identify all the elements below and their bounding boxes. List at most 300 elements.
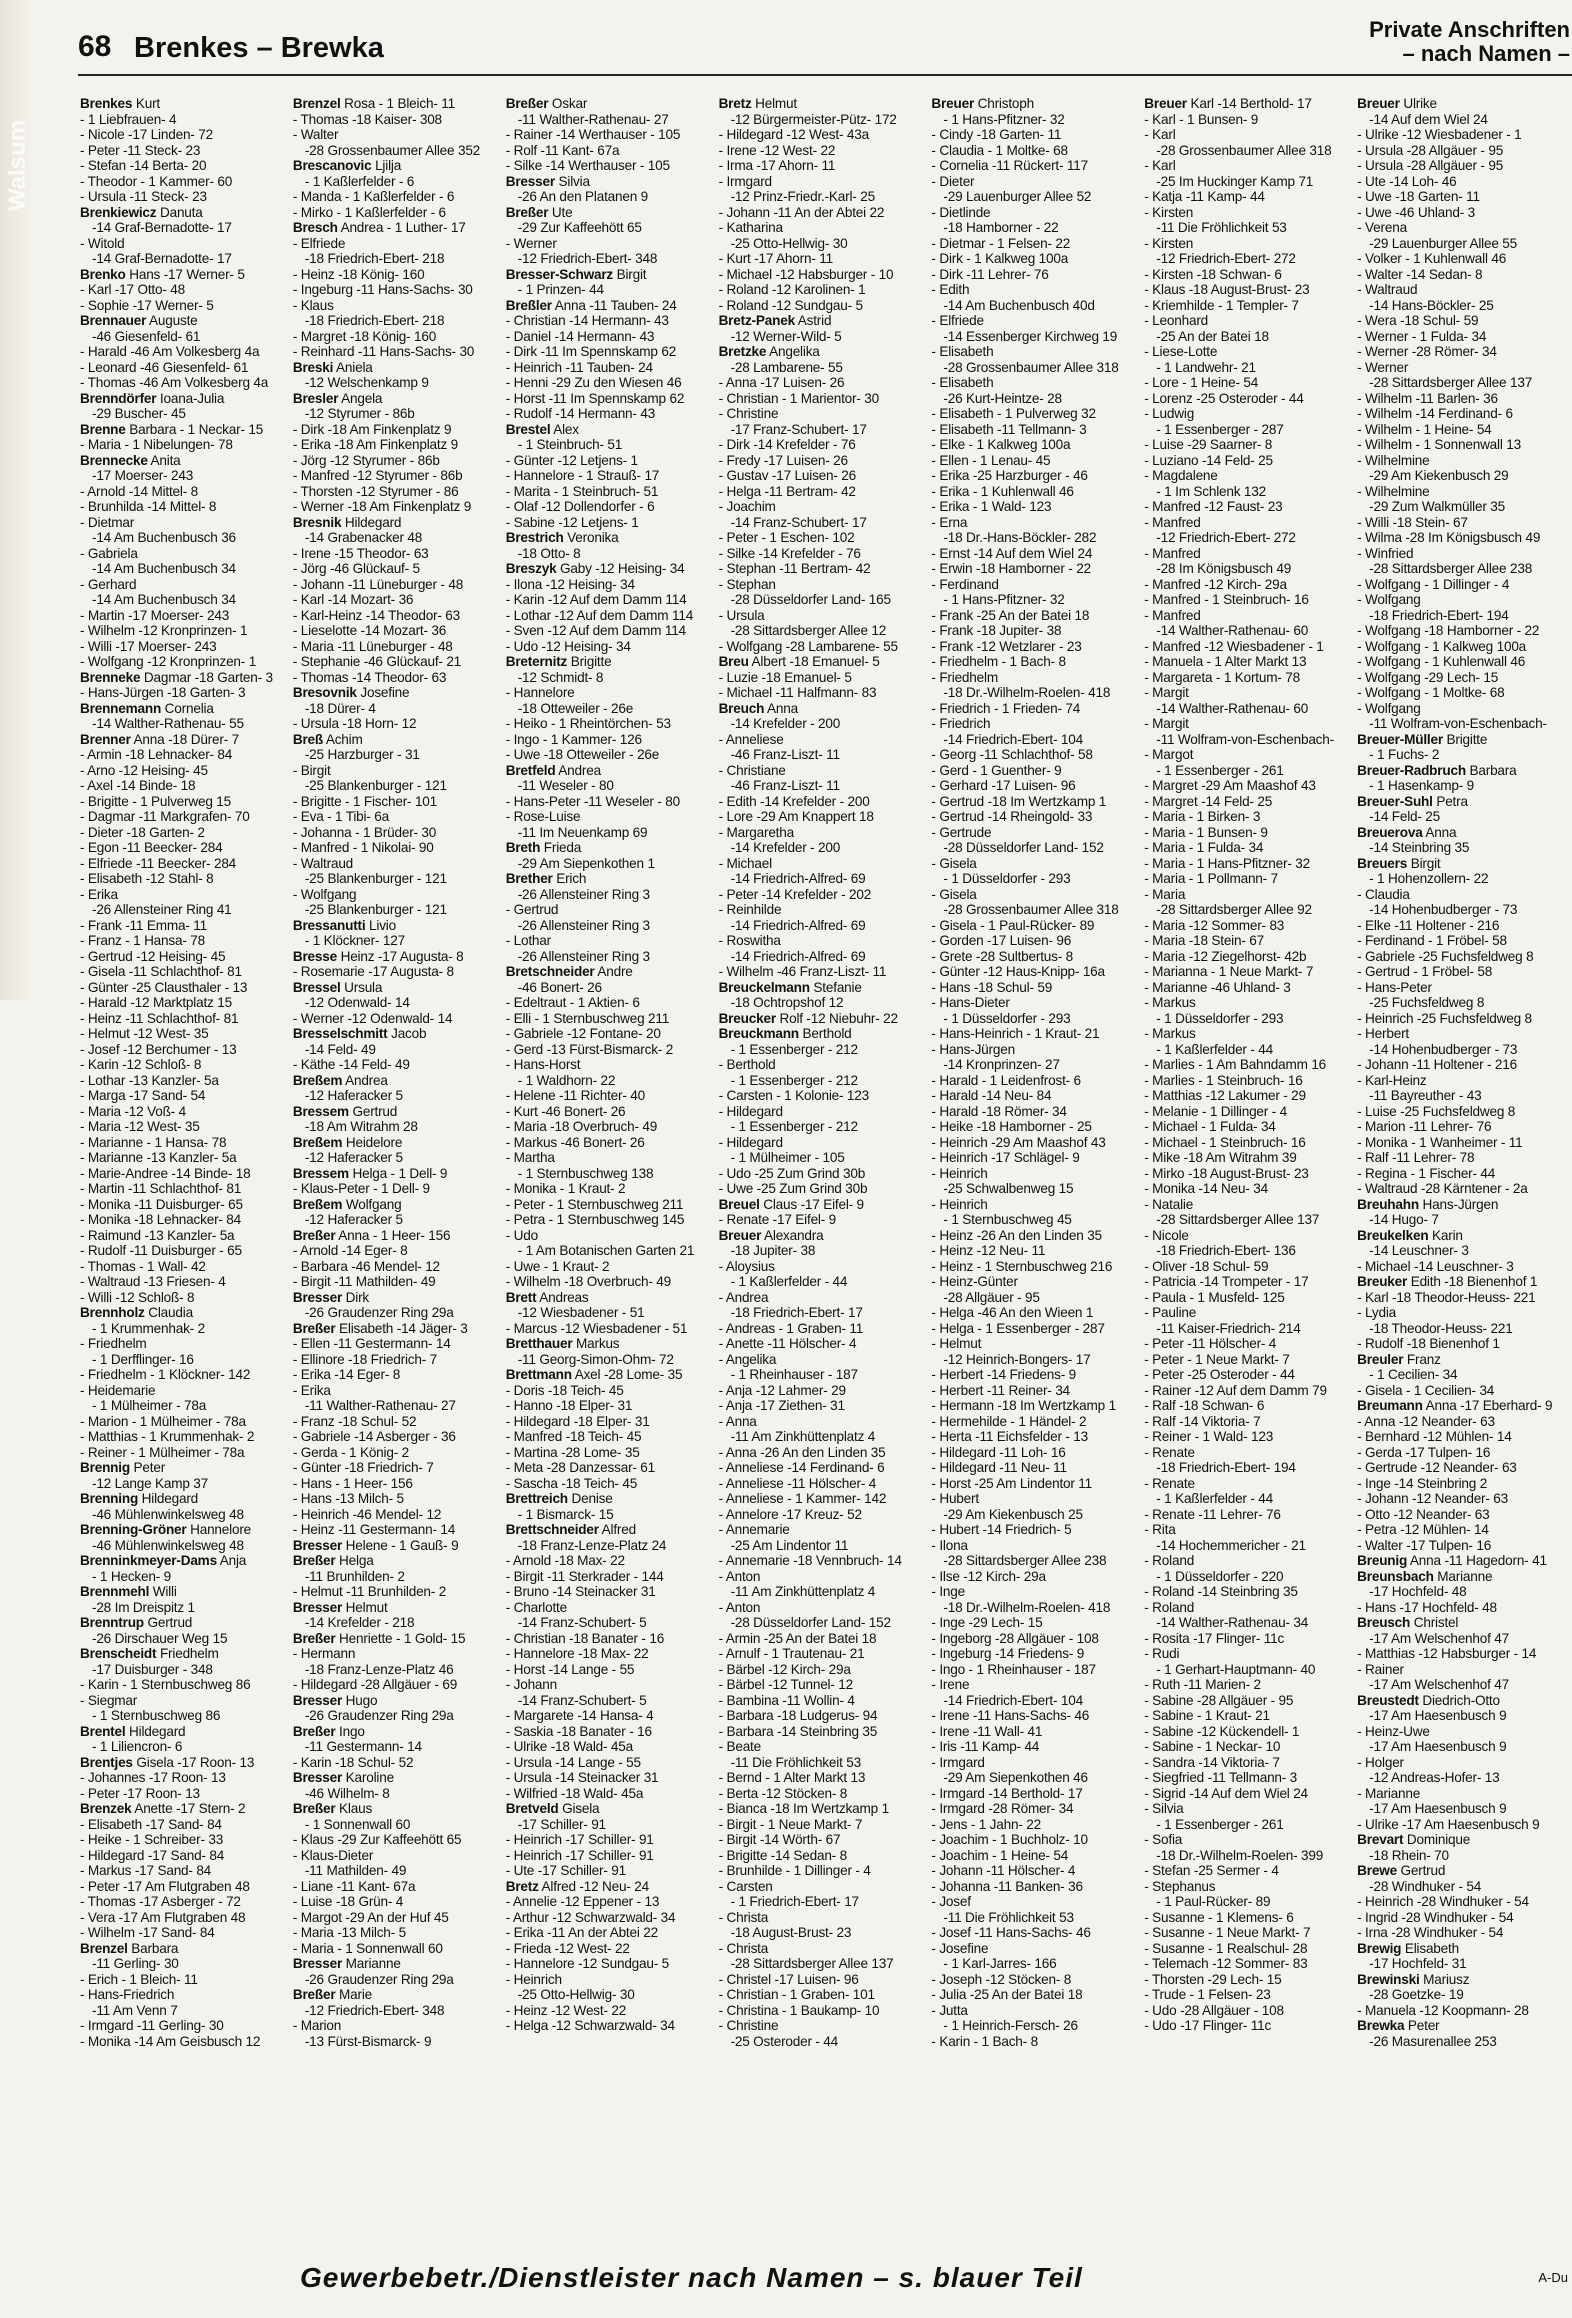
entry-text: - Udo -25 Zum Grind 30b bbox=[718, 1165, 866, 1181]
entry-text: - Elli - 1 Sternbuschweg 211 bbox=[505, 1010, 670, 1026]
entry-text: - Christian - 1 Marientor- 30 bbox=[718, 390, 879, 406]
directory-entry bbox=[931, 499, 1134, 515]
directory-entry bbox=[1357, 1631, 1560, 1647]
entry-text: -18 Dr.-Wilhelm-Roelen- 399 bbox=[1156, 1847, 1324, 1863]
directory-entry bbox=[80, 840, 283, 856]
entry-text: - Horst -14 Lange - 55 bbox=[505, 1661, 635, 1677]
entry-text: -18 Am Witrahm 28 bbox=[304, 1119, 418, 1134]
entry-text: - Käthe -14 Feld- 49 bbox=[292, 1057, 410, 1072]
directory-entry bbox=[1144, 112, 1347, 128]
family-name: Breßem bbox=[292, 1134, 343, 1150]
entry-text: - Rudolf -14 Hermann- 43 bbox=[505, 406, 656, 421]
entry-text: -28 Grossenbaumer Allee 318 bbox=[943, 902, 1119, 917]
entry-text: - Silvia bbox=[1144, 1801, 1184, 1816]
directory-entry bbox=[80, 1538, 283, 1554]
entry-text: -11 Die Fröhlichkeit 53 bbox=[943, 1909, 1074, 1925]
given-name-address: Elisabeth bbox=[1401, 1940, 1459, 1956]
directory-entry bbox=[293, 1925, 496, 1941]
entry-text: - 1 Am Botanischen Garten 21 bbox=[517, 1243, 695, 1258]
entry-text: - Erna bbox=[931, 514, 968, 530]
directory-entry bbox=[80, 1414, 283, 1430]
directory-entry bbox=[506, 1708, 709, 1724]
directory-entry bbox=[931, 1863, 1134, 1879]
entry-text: - Hannelore -18 Max- 22 bbox=[505, 1646, 649, 1661]
entry-text: - Christian -14 Hermann- 43 bbox=[505, 313, 669, 328]
entry-text: - Gertrud -12 Heising- 45 bbox=[80, 948, 226, 964]
entry-text: - Christa bbox=[718, 1940, 769, 1956]
entry-text: - Udo -12 Heising- 34 bbox=[505, 638, 631, 654]
entry-text: - Irene -11 Hans-Sachs- 46 bbox=[931, 1708, 1090, 1723]
directory-entry bbox=[719, 1228, 922, 1244]
entry-text: - Ingeburg -11 Hans-Sachs- 30 bbox=[292, 282, 473, 297]
entry-text: - Paula - 1 Musfeld- 125 bbox=[1144, 1289, 1285, 1305]
entry-text: - Luziano -14 Feld- 25 bbox=[1144, 452, 1273, 468]
entry-text: - Otto -12 Neander- 63 bbox=[1357, 1506, 1490, 1522]
directory-entry bbox=[80, 949, 283, 965]
directory-entry bbox=[719, 1166, 922, 1182]
directory-entry bbox=[931, 236, 1134, 252]
entry-text: - 1 Prinzen- 44 bbox=[517, 282, 604, 297]
directory-entry bbox=[719, 1460, 922, 1476]
entry-text: - Rosemarie -17 Augusta- 8 bbox=[292, 964, 454, 979]
entry-text: -11 Am Venn 7 bbox=[92, 2002, 178, 2018]
entry-text: -26 Graudenzer Ring 29a bbox=[304, 1971, 454, 1987]
entry-text: - Manfred bbox=[1144, 607, 1201, 623]
directory-entry bbox=[719, 344, 922, 360]
directory-entry bbox=[293, 143, 496, 159]
directory-entry bbox=[506, 2003, 709, 2019]
entry-text: - Renate bbox=[1144, 1444, 1195, 1460]
directory-entry bbox=[1144, 1026, 1347, 1042]
directory-entry bbox=[80, 143, 283, 159]
directory-entry bbox=[293, 1584, 496, 1600]
directory-entry bbox=[80, 1863, 283, 1879]
entry-text: - Ferdinand bbox=[931, 576, 999, 592]
entry-text: - Irene -12 West- 22 bbox=[718, 142, 836, 158]
entry-text: -25 Blankenburger - 121 bbox=[304, 902, 447, 917]
entry-text: -28 Goetzke- 19 bbox=[1369, 1987, 1464, 2002]
entry-text: -26 Allensteiner Ring 3 bbox=[517, 948, 650, 964]
directory-entry bbox=[719, 143, 922, 159]
entry-text: - Hanno -18 Elper- 31 bbox=[505, 1398, 633, 1413]
entry-text: - Barbara -14 Steinbring 35 bbox=[718, 1723, 878, 1739]
entry-text: - Sigrid -14 Auf dem Wiel 24 bbox=[1144, 1785, 1308, 1801]
directory-entry bbox=[931, 1290, 1134, 1306]
entry-text: - Susanne - 1 Realschul- 28 bbox=[1144, 1940, 1308, 1956]
entry-text: - Franz -18 Schul- 52 bbox=[292, 1413, 417, 1429]
directory-entry bbox=[80, 298, 283, 314]
entry-text: - Arnulf - 1 Trautenau- 21 bbox=[718, 1646, 865, 1661]
directory-entry bbox=[1357, 1662, 1560, 1678]
directory-entry bbox=[80, 391, 283, 407]
directory-entry bbox=[931, 747, 1134, 763]
directory-entry bbox=[1144, 313, 1347, 329]
directory-entry bbox=[931, 468, 1134, 484]
directory-entry bbox=[719, 1398, 922, 1414]
directory-entry bbox=[293, 1367, 496, 1383]
family-name: Brennig bbox=[80, 1460, 130, 1475]
directory-entry bbox=[719, 1104, 922, 1120]
family-name: Bresser bbox=[505, 173, 555, 189]
entry-text: -18 Friedrich-Ebert- 194 bbox=[1369, 607, 1509, 623]
directory-entry bbox=[1144, 685, 1347, 701]
entry-text: - Elfriede bbox=[931, 313, 984, 328]
family-name: Breuckmann bbox=[718, 1026, 799, 1041]
entry-text: - Gisela - 1 Cecilien- 34 bbox=[1357, 1382, 1495, 1398]
directory-entry bbox=[506, 406, 709, 422]
directory-entry bbox=[931, 1615, 1134, 1631]
entry-text: - Irene bbox=[931, 1677, 970, 1692]
directory-entry bbox=[1357, 1073, 1560, 1089]
directory-entry bbox=[1144, 143, 1347, 159]
entry-text: - Annemarie -18 Vennbruch- 14 bbox=[718, 1553, 902, 1568]
entry-text: - Hans - 1 Heer- 156 bbox=[292, 1475, 413, 1491]
entry-text: - Birgit -11 Mathilden- 49 bbox=[292, 1274, 436, 1289]
entry-text: - Gisela - 1 Paul-Rücker- 89 bbox=[931, 917, 1095, 933]
entry-text: - Manfred - 1 Nikolai- 90 bbox=[292, 840, 434, 855]
family-name: Breuer-Müller bbox=[1357, 731, 1443, 747]
family-name: Breßem bbox=[292, 1072, 343, 1088]
entry-text: - Waltraud bbox=[292, 855, 354, 871]
family-name: Bretschneider bbox=[505, 964, 595, 979]
directory-entry bbox=[506, 158, 709, 174]
entry-text: - 1 Im Schlenk 132 bbox=[1156, 483, 1267, 499]
directory-entry bbox=[80, 763, 283, 779]
entry-text: - Rose-Luise bbox=[505, 809, 581, 824]
directory-entry bbox=[506, 205, 709, 221]
entry-text: - 1 Düsseldorfer - 293 bbox=[1156, 1010, 1284, 1026]
directory-entry bbox=[1357, 1166, 1560, 1182]
directory-columns bbox=[80, 96, 1560, 2211]
directory-entry bbox=[80, 732, 283, 748]
entry-text: - Peter - 1 Eschen- 102 bbox=[718, 530, 855, 545]
entry-text: - Julia -25 An der Batei 18 bbox=[931, 1987, 1083, 2002]
directory-entry bbox=[506, 1057, 709, 1073]
entry-text: - Marie-Andree -14 Binde- 18 bbox=[80, 1165, 251, 1181]
directory-entry bbox=[506, 1786, 709, 1802]
directory-entry bbox=[1144, 887, 1347, 903]
directory-entry bbox=[1357, 127, 1560, 143]
directory-entry bbox=[80, 918, 283, 934]
entry-text: - Renate bbox=[1144, 1475, 1195, 1491]
entry-text: - Monika - 1 Wanheimer - 11 bbox=[1357, 1134, 1523, 1150]
directory-entry bbox=[80, 158, 283, 174]
family-name: Breukelken bbox=[1357, 1227, 1429, 1243]
given-name-address: Anna bbox=[764, 700, 798, 716]
directory-entry bbox=[931, 158, 1134, 174]
directory-entry bbox=[506, 251, 709, 267]
entry-text: - Irmgard bbox=[931, 1754, 985, 1770]
directory-entry bbox=[931, 670, 1134, 686]
directory-entry bbox=[1144, 298, 1347, 314]
entry-text: -12 Andreas-Hofer- 13 bbox=[1369, 1770, 1500, 1785]
directory-entry bbox=[80, 484, 283, 500]
directory-entry bbox=[506, 1088, 709, 1104]
entry-text: - Birgit -14 Wörth- 67 bbox=[718, 1832, 841, 1847]
directory-entry bbox=[719, 267, 922, 283]
entry-text: - Ute -17 Schiller- 91 bbox=[505, 1863, 626, 1878]
entry-text: - Frieda -12 West- 22 bbox=[505, 1940, 630, 1956]
entry-text: - Saskia -18 Banater - 16 bbox=[505, 1723, 652, 1739]
directory-entry bbox=[80, 1677, 283, 1693]
entry-text: -18 Franz-Lenze-Platz 46 bbox=[304, 1661, 454, 1677]
directory-entry bbox=[80, 1212, 283, 1228]
entry-text: - Ruth -11 Marien- 2 bbox=[1144, 1677, 1261, 1692]
given-name-address: Auguste bbox=[146, 313, 198, 328]
directory-entry bbox=[719, 1879, 922, 1895]
directory-entry bbox=[719, 1445, 922, 1461]
given-name-address: Ursula bbox=[340, 979, 383, 995]
entry-text: -12 Haferacker 5 bbox=[304, 1150, 403, 1165]
entry-text: - Anja -12 Lahmer- 29 bbox=[718, 1382, 846, 1398]
entry-text: -17 Am Welschenhof 47 bbox=[1369, 1630, 1510, 1646]
directory-entry bbox=[1144, 174, 1347, 190]
directory-entry bbox=[1144, 1879, 1347, 1895]
entry-text: - Kurt -46 Bonert- 26 bbox=[505, 1103, 626, 1119]
entry-text: - Ursula -14 Lange - 55 bbox=[505, 1754, 641, 1770]
directory-entry bbox=[293, 1073, 496, 1089]
family-name: Breßer bbox=[292, 1227, 336, 1243]
entry-text: - Uwe -18 Otteweiler - 26e bbox=[505, 747, 660, 762]
section-title-line-2: – nach Namen – bbox=[1402, 41, 1570, 66]
directory-entry bbox=[931, 871, 1134, 887]
family-name: Breuel bbox=[718, 1196, 760, 1212]
entry-text: -46 Franz-Liszt- 11 bbox=[730, 747, 840, 762]
directory-entry bbox=[1144, 918, 1347, 934]
entry-text: - Roland bbox=[1144, 1599, 1195, 1615]
directory-entry bbox=[719, 298, 922, 314]
family-name: Bresselschmitt bbox=[292, 1026, 388, 1041]
directory-entry bbox=[719, 1755, 922, 1771]
entry-text: -11 Gerling- 30 bbox=[92, 1956, 179, 1971]
directory-entry bbox=[80, 1755, 283, 1771]
directory-entry bbox=[80, 1925, 283, 1941]
given-name-address: Birgit bbox=[613, 266, 647, 282]
directory-entry bbox=[719, 871, 922, 887]
entry-text: - Friedhelm bbox=[931, 669, 998, 685]
entry-text: - 1 Hecken- 9 bbox=[92, 1568, 171, 1584]
directory-entry bbox=[506, 515, 709, 531]
directory-entry bbox=[1357, 887, 1560, 903]
given-name-address: Denise bbox=[567, 1491, 613, 1506]
given-name-address: Anna -11 Hagedorn- 41 bbox=[1407, 1553, 1547, 1568]
directory-entry bbox=[1144, 1584, 1347, 1600]
family-name: Breßer bbox=[505, 204, 549, 220]
entry-text: -26 Graudenzer Ring 29a bbox=[304, 1708, 454, 1723]
entry-text: - 1 Kaßlerfelder - 44 bbox=[730, 1274, 848, 1289]
directory-entry bbox=[293, 887, 496, 903]
entry-text: - Klaus-Peter - 1 Dell- 9 bbox=[292, 1181, 430, 1196]
directory-entry bbox=[293, 1181, 496, 1197]
directory-entry bbox=[931, 1104, 1134, 1120]
entry-text: - Cindy -18 Garten- 11 bbox=[931, 127, 1062, 142]
family-name: Brenzel bbox=[80, 1940, 128, 1956]
entry-text: -17 Franz-Schubert- 17 bbox=[730, 421, 867, 437]
directory-entry bbox=[931, 1925, 1134, 1941]
entry-text: - Wilhelm -14 Ferdinand- 6 bbox=[1357, 406, 1513, 421]
entry-text: -12 Werner-Wild- 5 bbox=[730, 328, 842, 344]
given-name-address: Anna -11 Tauben- 24 bbox=[551, 297, 677, 313]
entry-text: - Karin -18 Schul- 52 bbox=[292, 1754, 414, 1770]
directory-entry bbox=[293, 267, 496, 283]
entry-text: - Bärbel -12 Tunnel- 12 bbox=[718, 1677, 853, 1692]
entry-text: - Armin -18 Lehnacker- 84 bbox=[80, 747, 233, 762]
entry-text: - Sabine -12 Letjens- 1 bbox=[505, 514, 639, 530]
entry-text: - Gerda -17 Tulpen- 16 bbox=[1357, 1444, 1491, 1460]
directory-entry bbox=[506, 1491, 709, 1507]
entry-text: -28 Düsseldorfer Land- 165 bbox=[730, 592, 891, 607]
entry-text: - Hubert bbox=[931, 1491, 979, 1506]
entry-text: - Dieter -18 Garten- 2 bbox=[80, 824, 205, 840]
directory-entry bbox=[293, 856, 496, 872]
entry-text: - Heinz - 1 Sternbuschweg 216 bbox=[931, 1258, 1113, 1274]
directory-entry bbox=[293, 127, 496, 143]
directory-entry bbox=[506, 1724, 709, 1740]
directory-entry bbox=[293, 360, 496, 376]
directory-entry bbox=[931, 1677, 1134, 1693]
entry-text: -14 Graf-Bernadotte- 17 bbox=[92, 251, 232, 266]
entry-text: - Heike -18 Hamborner - 25 bbox=[931, 1119, 1092, 1134]
directory-entry bbox=[1144, 530, 1347, 546]
entry-text: - 1 Krummenhak- 2 bbox=[92, 1320, 205, 1336]
directory-entry bbox=[293, 1848, 496, 1864]
entry-text: - Joachim - 1 Buchholz- 10 bbox=[931, 1832, 1088, 1847]
entry-text: - Heinz -26 An den Linden 35 bbox=[931, 1227, 1102, 1243]
family-name: Brenner bbox=[80, 731, 131, 747]
directory-entry bbox=[931, 375, 1134, 391]
entry-text: - Irmgard -11 Gerling- 30 bbox=[80, 2018, 224, 2033]
directory-entry bbox=[931, 949, 1134, 965]
directory-entry bbox=[931, 1817, 1134, 1833]
entry-text: - Edith -14 Krefelder - 200 bbox=[718, 793, 870, 809]
directory-entry bbox=[1357, 499, 1560, 515]
family-name: Breuer bbox=[931, 96, 975, 111]
directory-entry bbox=[1144, 995, 1347, 1011]
directory-entry bbox=[506, 1925, 709, 1941]
directory-entry bbox=[1144, 453, 1347, 469]
entry-text: - 1 Paul-Rücker- 89 bbox=[1156, 1894, 1271, 1909]
directory-entry bbox=[1144, 1150, 1347, 1166]
directory-entry bbox=[719, 763, 922, 779]
entry-text: - Georg -11 Schlachthof- 58 bbox=[931, 747, 1093, 762]
directory-entry bbox=[506, 375, 709, 391]
family-name: Breski bbox=[292, 359, 334, 375]
directory-entry bbox=[719, 685, 922, 701]
directory-entry bbox=[80, 1724, 283, 1740]
entry-text: -18 Franz-Lenze-Platz 24 bbox=[517, 1537, 667, 1553]
directory-entry bbox=[506, 1429, 709, 1445]
directory-entry bbox=[293, 1491, 496, 1507]
family-name: Brewe bbox=[1357, 1863, 1397, 1878]
directory-entry bbox=[1357, 747, 1560, 763]
directory-entry bbox=[931, 1801, 1134, 1817]
given-name-address: Andrea bbox=[555, 762, 601, 778]
entry-text: - Leonhard bbox=[1144, 313, 1209, 328]
directory-entry bbox=[80, 1383, 283, 1399]
directory-entry bbox=[80, 1832, 283, 1848]
entry-text: - Dirk -18 Am Finkenplatz 9 bbox=[292, 421, 452, 437]
directory-entry bbox=[80, 1352, 283, 1368]
entry-text: -14 Walther-Rathenau- 60 bbox=[1156, 700, 1309, 716]
entry-text: -14 Hochemmericher - 21 bbox=[1156, 1537, 1306, 1553]
entry-text: -25 Harzburger - 31 bbox=[304, 747, 420, 762]
entry-text: - Petra - 1 Sternbuschweg 145 bbox=[505, 1212, 685, 1227]
entry-text: - Luzie -18 Emanuel- 5 bbox=[718, 669, 852, 685]
entry-text: -17 Hochfeld- 31 bbox=[1369, 1956, 1467, 1971]
entry-text: - Friedhelm - 1 Klöckner- 142 bbox=[80, 1367, 251, 1382]
entry-text: - Peter -17 Am Flutgraben 48 bbox=[80, 1878, 250, 1894]
directory-entry bbox=[719, 887, 922, 903]
directory-entry bbox=[1144, 1429, 1347, 1445]
directory-entry bbox=[719, 716, 922, 732]
entry-text: -14 Walther-Rathenau- 60 bbox=[1156, 623, 1309, 638]
given-name-address: Claus -17 Eifel- 9 bbox=[759, 1196, 864, 1212]
directory-entry bbox=[1144, 1398, 1347, 1414]
entry-text: - Dirk -14 Krefelder - 76 bbox=[718, 437, 856, 452]
directory-entry bbox=[931, 1786, 1134, 1802]
family-name: Bretz bbox=[718, 96, 752, 111]
entry-text: - Thorsten -12 Styrumer - 86 bbox=[292, 483, 459, 499]
entry-text: -11 Die Fröhlichkeit 53 bbox=[1156, 220, 1287, 235]
entry-text: - Silke -14 Krefelder - 76 bbox=[718, 545, 861, 561]
entry-text: - Lieselotte -14 Mozart- 36 bbox=[292, 623, 447, 638]
directory-entry bbox=[80, 1367, 283, 1383]
entry-text: - Maria - 1 Sonnenwall 60 bbox=[292, 1940, 443, 1956]
directory-entry bbox=[80, 1507, 283, 1523]
given-name-address: Cornelia bbox=[161, 700, 214, 716]
entry-text: - Uwe -18 Garten- 11 bbox=[1357, 189, 1480, 204]
entry-text: - Reinhilde bbox=[718, 902, 782, 917]
entry-text: - Dietlinde bbox=[931, 204, 991, 220]
entry-text: - Ursula bbox=[718, 607, 765, 623]
family-name: Breßer bbox=[292, 1553, 336, 1568]
directory-entry bbox=[931, 1352, 1134, 1368]
directory-entry bbox=[1144, 1832, 1347, 1848]
given-name-address: Barbara bbox=[1465, 762, 1517, 778]
directory-entry bbox=[293, 1352, 496, 1368]
given-name-address: Peter bbox=[1404, 2018, 1440, 2033]
directory-entry bbox=[1144, 1321, 1347, 1337]
entry-text: - Manfred -12 Wiesbadener - 1 bbox=[1144, 638, 1324, 654]
entry-text: - Markus -46 Bonert- 26 bbox=[505, 1134, 645, 1150]
family-name: Brettreich bbox=[505, 1491, 568, 1506]
given-name-address: Claudia bbox=[144, 1305, 193, 1320]
directory-entry bbox=[293, 329, 496, 345]
directory-entry bbox=[293, 1972, 496, 1988]
directory-entry bbox=[719, 1910, 922, 1926]
directory-entry bbox=[80, 608, 283, 624]
entry-text: -29 Lauenburger Allee 52 bbox=[943, 189, 1092, 204]
directory-entry bbox=[931, 1026, 1134, 1042]
entry-text: -28 Allgäuer - 95 bbox=[943, 1289, 1040, 1305]
directory-entry bbox=[931, 1305, 1134, 1321]
directory-entry bbox=[1357, 1739, 1560, 1755]
entry-text: -28 Sittardsberger Allee 137 bbox=[730, 1956, 894, 1971]
directory-entry bbox=[1357, 344, 1560, 360]
family-name: Brewka bbox=[1357, 2018, 1405, 2033]
family-name: Brewinski bbox=[1357, 1971, 1420, 1987]
entry-text: - Manfred -18 Teich- 45 bbox=[505, 1429, 642, 1444]
directory-entry bbox=[1144, 1476, 1347, 1492]
directory-entry bbox=[1357, 360, 1560, 376]
entry-text: - Elisabeth bbox=[931, 344, 994, 359]
directory-entry bbox=[931, 127, 1134, 143]
entry-text: - Monika -11 Duisburger- 65 bbox=[80, 1196, 243, 1212]
directory-entry bbox=[293, 809, 496, 825]
given-name-address: Edith -18 Bienenhof 1 bbox=[1407, 1274, 1538, 1289]
entry-text: -18 Dr.-Hans-Böckler- 282 bbox=[943, 530, 1097, 545]
section-title-line-1: Private Anschriften bbox=[1369, 17, 1570, 42]
